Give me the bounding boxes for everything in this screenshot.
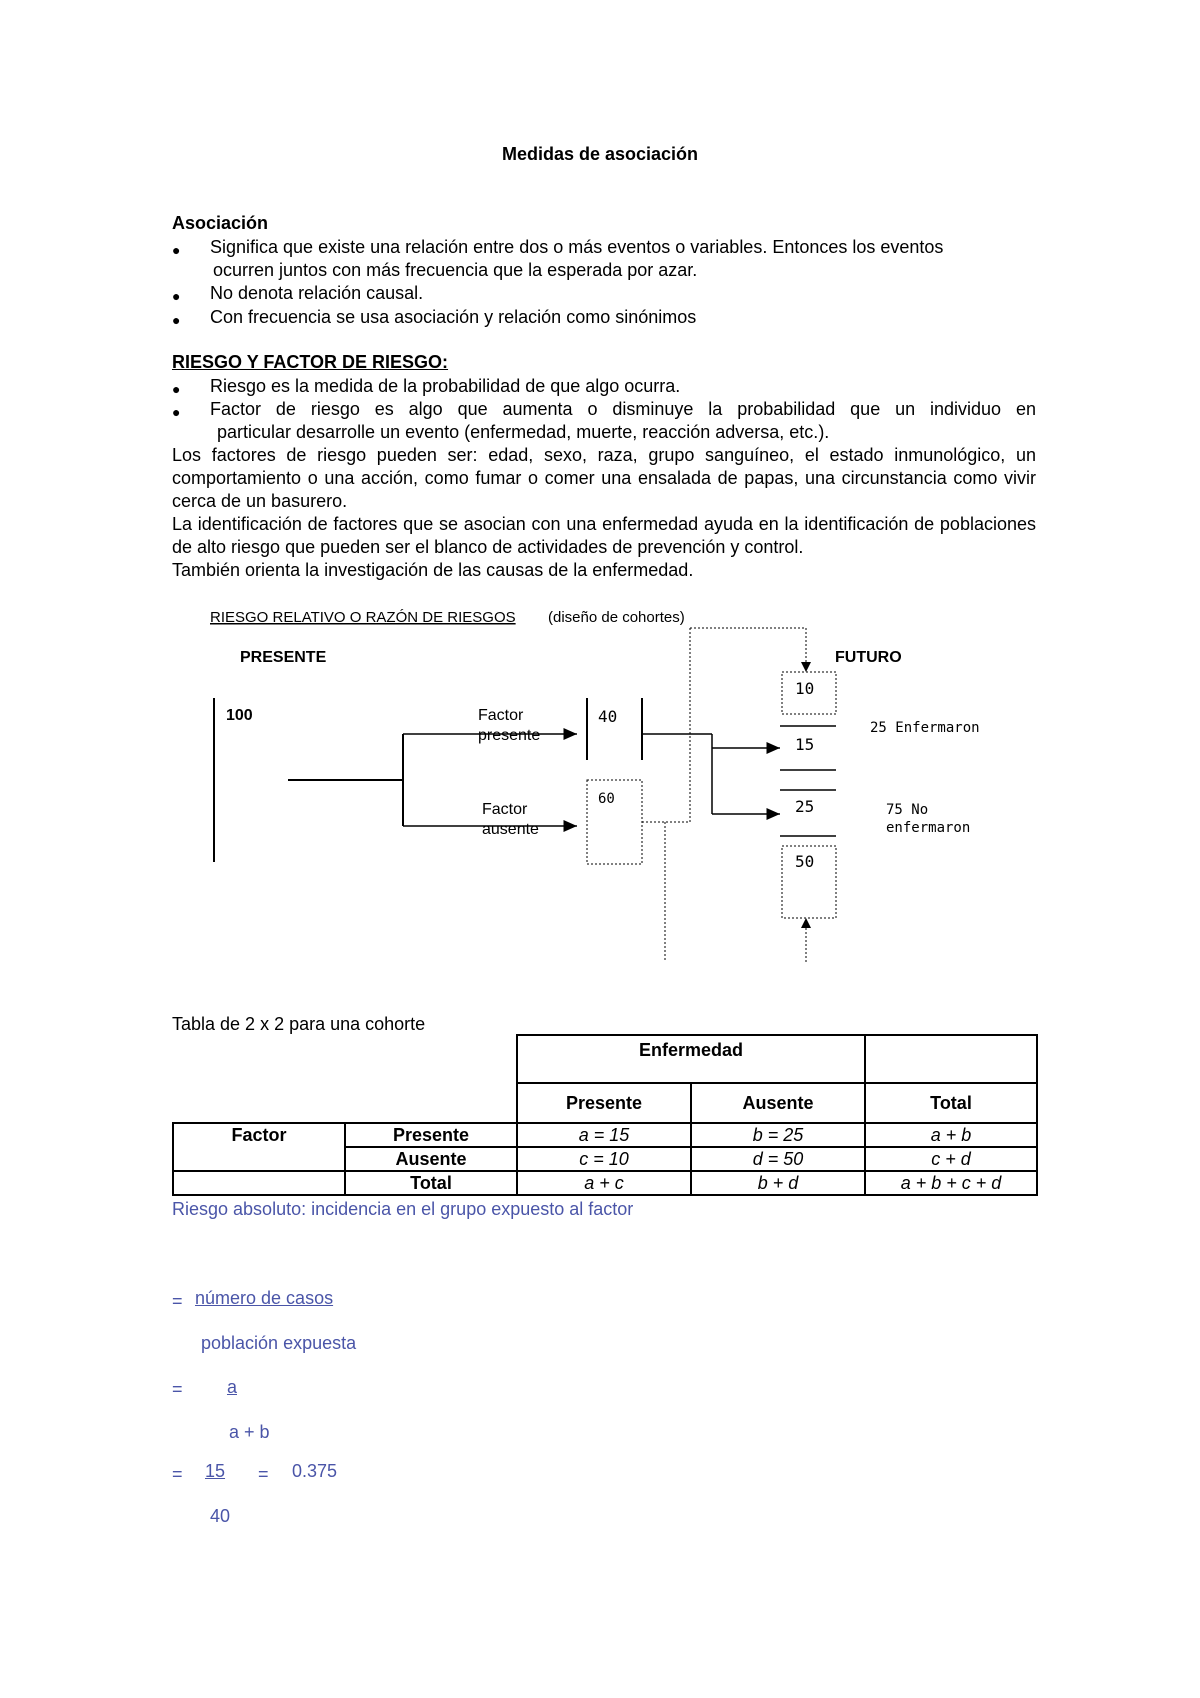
label-n-presente: 40 xyxy=(598,707,618,726)
bullet-icon: ● xyxy=(172,381,181,397)
outcome-value: 15 xyxy=(795,735,815,754)
table-cell: c + d xyxy=(865,1147,1037,1171)
list-item-continuation: ocurren juntos con más frecuencia que la esperada por azar. xyxy=(213,260,698,280)
label-factor-ausente-2: ausente xyxy=(482,821,539,838)
paragraph: Los factores de riesgo pueden ser: edad, sexo, raza, grupo sanguíneo, el estado inmunológico, un comportamiento o una acción, como fumar o comer una ensalada de papas, una circunstancia como vivir cerca de un basurero. xyxy=(172,445,1036,511)
formula-numerator: a xyxy=(226,1377,237,1397)
table-cell: d = 50 xyxy=(691,1147,865,1171)
col-header: Presente xyxy=(517,1083,691,1123)
table-cell: b = 25 xyxy=(691,1123,865,1147)
formula-intro: Riesgo absoluto: incidencia en el grupo expuesto al factor xyxy=(172,1199,634,1219)
table-cell: c = 10 xyxy=(517,1147,691,1171)
label-factor-ausente-1: Factor xyxy=(482,801,528,818)
formula-denominator: 40 xyxy=(210,1506,231,1526)
row-label: Presente xyxy=(345,1123,517,1147)
row-label: Ausente xyxy=(345,1147,517,1171)
table-cell: a + b xyxy=(865,1123,1037,1147)
formula-result: 0.375 xyxy=(292,1461,338,1481)
table-row xyxy=(173,1147,1037,1171)
bullet-icon: ● xyxy=(172,312,181,328)
list-item: Factor de riesgo es algo que aumenta o disminuye la probabilidad que un individuo en xyxy=(210,399,1036,419)
label-no-enfermaron-2: enfermaron xyxy=(886,820,971,836)
label-futuro: FUTURO xyxy=(835,649,902,666)
table-row xyxy=(173,1171,1037,1195)
label-no-enfermaron-1: 75 No xyxy=(886,802,929,818)
diagram-title: RIESGO RELATIVO O RAZÓN DE RIESGOS xyxy=(210,609,516,626)
list-item: Riesgo es la medida de la probabilidad de que algo ocurra. xyxy=(210,376,681,396)
label-total: 100 xyxy=(226,707,253,724)
col-header: Total xyxy=(865,1083,1037,1123)
list-item: Con frecuencia se usa asociación y relación como sinónimos xyxy=(210,307,697,327)
row-group-label: Factor xyxy=(173,1123,345,1147)
label-n-ausente: 60 xyxy=(598,791,615,807)
bullet-icon: ● xyxy=(172,242,181,258)
label-presente: PRESENTE xyxy=(240,649,327,666)
label-factor-presente-1: Factor xyxy=(478,707,524,724)
equals-sign: = xyxy=(172,1464,183,1484)
row-label: Total xyxy=(345,1171,517,1195)
diagram-title-suffix: (diseño de cohortes) xyxy=(548,609,685,626)
outcome-value: 50 xyxy=(795,852,815,871)
list-item: Significa que existe una relación entre dos o más eventos o variables. Entonces los eventos xyxy=(210,237,944,257)
equals-sign: = xyxy=(172,1379,183,1399)
list-item-continuation: particular desarrolle un evento (enfermedad, muerte, reacción adversa, etc.). xyxy=(217,422,830,442)
bullet-icon: ● xyxy=(172,404,181,420)
table-cell: b + d xyxy=(691,1171,865,1195)
section-heading-riesgo: RIESGO Y FACTOR DE RIESGO: xyxy=(172,352,449,372)
col-header: Ausente xyxy=(691,1083,865,1123)
paragraph: También orienta la investigación de las causas de la enfermedad. xyxy=(172,560,694,580)
cohort-table xyxy=(172,1034,1038,1196)
outcome-value: 10 xyxy=(795,679,815,698)
table-caption: Tabla de 2 x 2 para una cohorte xyxy=(172,1014,426,1034)
label-enfermaron: 25 Enfermaron xyxy=(870,720,980,736)
table-cell: a = 15 xyxy=(517,1123,691,1147)
equals-sign: = xyxy=(172,1291,183,1311)
label-factor-presente-2: presente xyxy=(478,727,541,744)
outcome-value: 25 xyxy=(795,797,815,816)
table-cell: a + b + c + d xyxy=(865,1171,1037,1195)
table-row xyxy=(173,1123,1037,1147)
formula-numerator: número de casos xyxy=(195,1288,334,1308)
header-enfermedad: Enfermedad xyxy=(517,1035,865,1083)
list-item: No denota relación causal. xyxy=(210,283,424,303)
formula-denominator: población expuesta xyxy=(201,1333,357,1353)
section-heading-asociacion: Asociación xyxy=(172,213,269,233)
formula-denominator: a + b xyxy=(229,1422,270,1442)
table-cell: a + c xyxy=(517,1171,691,1195)
equals-sign: = xyxy=(258,1464,269,1484)
bullet-icon: ● xyxy=(172,288,181,304)
formula-numerator: 15 xyxy=(205,1461,226,1481)
page-title: Medidas de asociación xyxy=(501,144,699,164)
paragraph: La identificación de factores que se asocian con una enfermedad ayuda en la identificación de poblaciones de alto riesgo que pueden ser el blanco de actividades de prevención y control. xyxy=(172,514,1036,557)
